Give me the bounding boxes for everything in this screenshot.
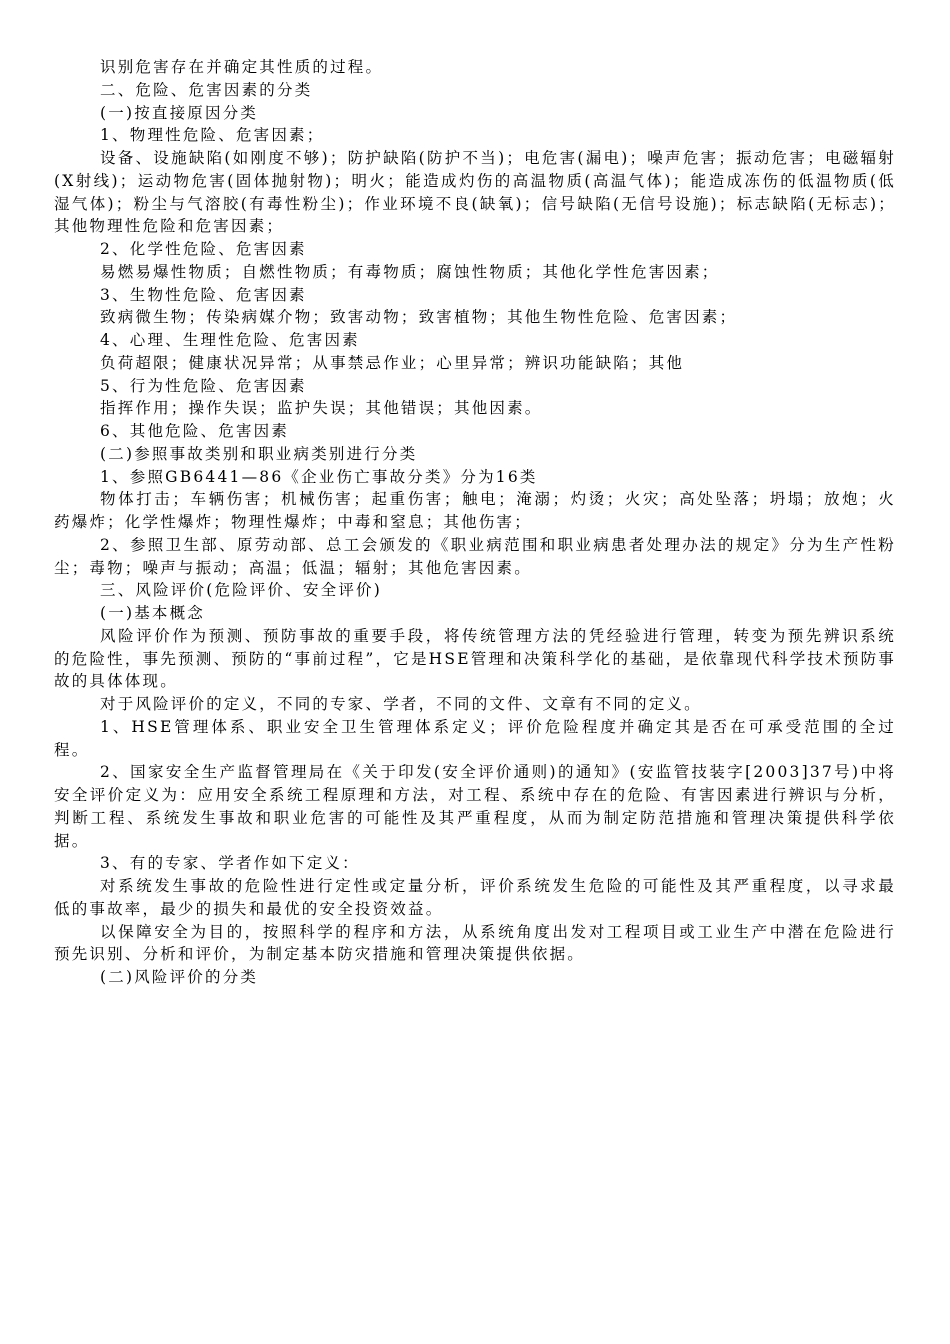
paragraph: 致病微生物；传染病媒介物；致害动物；致害植物；其他生物性危险、危害因素； — [100, 308, 738, 327]
paragraph: 1、HSE管理体系、职业安全卫生管理体系定义；评价危险程度并确定其是否在可承受范围的全过程。 — [54, 717, 896, 759]
paragraph: 识别危害存在并确定其性质的过程。 — [100, 58, 384, 76]
paragraph: 2、国家安全生产监督管理局在《关于印发(安全评价通则)的通知》(安监管技装字[2003]37号)中将安全评价定义为：应用安全系统工程原理和方法，对工程、系统中存在的危险、有害因素进行辨识与分析，判断工程、系统发生事故和职业危害的可能性及其严重程度，从而为制定防范措施和管理决策提供科学依据。 — [54, 763, 896, 850]
subsection-heading: (二)风险评价的分类 — [100, 968, 259, 986]
paragraph: 易燃易爆性物质；自燃性物质；有毒物质；腐蚀性物质；其他化学性危害因素； — [100, 262, 720, 281]
item-heading: 5、行为性危险、危害因素 — [100, 376, 307, 395]
item-heading: 3、生物性危险、危害因素 — [100, 285, 307, 304]
item-heading: 1、物理性危险、危害因素； — [100, 126, 325, 145]
document-page — [54, 56, 896, 989]
item-heading: 1、参照GB6441—86《企业伤亡事故分类》分为16类 — [100, 467, 538, 486]
item-heading: 6、其他危险、危害因素 — [100, 422, 290, 440]
item-heading: 2、化学性危险、危害因素 — [100, 240, 307, 258]
paragraph: 3、有的专家、学者作如下定义： — [100, 854, 360, 873]
subsection-heading: (一)基本概念 — [100, 604, 205, 622]
paragraph: 指挥作用；操作失误；监护失误；其他错误；其他因素。 — [100, 399, 543, 418]
paragraph: 2、参照卫生部、原劳动部、总工会颁发的《职业病范围和职业病患者处理办法的规定》分为生产性粉尘；毒物；噪声与振动；高温；低温；辐射；其他危害因素。 — [54, 535, 896, 577]
subsection-heading: (二)参照事故类别和职业病类别进行分类 — [100, 444, 418, 463]
paragraph: 对于风险评价的定义，不同的专家、学者，不同的文件、文章有不同的定义。 — [100, 695, 702, 713]
paragraph: 对系统发生事故的危险性进行定性或定量分析，评价系统发生危险的可能性及其严重程度，以寻求最低的事故率，最少的损失和最优的安全投资效益。 — [54, 877, 896, 918]
subsection-heading: (一)按直接原因分类 — [100, 103, 259, 122]
paragraph: 负荷超限；健康状况异常；从事禁忌作业；心里异常；辨识功能缺陷；其他 — [100, 353, 685, 372]
item-heading: 4、心理、生理性危险、危害因素 — [100, 331, 360, 349]
paragraph: 物体打击；车辆伤害；机械伤害；起重伤害；触电；淹溺；灼烫；火灾；高处坠落；坍塌；放炮；火药爆炸；化学性爆炸；物理性爆炸；中毒和窒息；其他伤害； — [54, 490, 896, 531]
paragraph: 设备、设施缺陷(如刚度不够)；防护缺陷(防护不当)；电危害(漏电)；噪声危害；振动危害；电磁辐射(X射线)；运动物危害(固体抛射物)；明火；能造成灼伤的高温物质(高温气体)；能造成冻伤的低温物质(低湿气体)；粉尘与气溶胶(有毒性粉尘)；作业环境不良(缺氧)；信号缺陷(无信号设施)；标志缺陷(无标志)；其他物理性危险和危害因素； — [54, 149, 896, 236]
paragraph: 风险评价作为预测、预防事故的重要手段，将传统管理方法的凭经验进行管理，转变为预先辨识系统的危险性，事先预测、预防的“事前过程”，它是HSE管理和决策科学化的基础，是依靠现代科学技术预防事故的具体体现。 — [54, 626, 896, 691]
paragraph: 以保障安全为目的，按照科学的程序和方法，从系统角度出发对工程项目或工业生产中潜在危险进行预先识别、分析和评价，为制定基本防灾措施和管理决策提供依据。 — [54, 922, 896, 964]
section-heading: 三、风险评价(危险评价、安全评价) — [100, 581, 382, 600]
section-heading: 二、危险、危害因素的分类 — [100, 80, 313, 99]
